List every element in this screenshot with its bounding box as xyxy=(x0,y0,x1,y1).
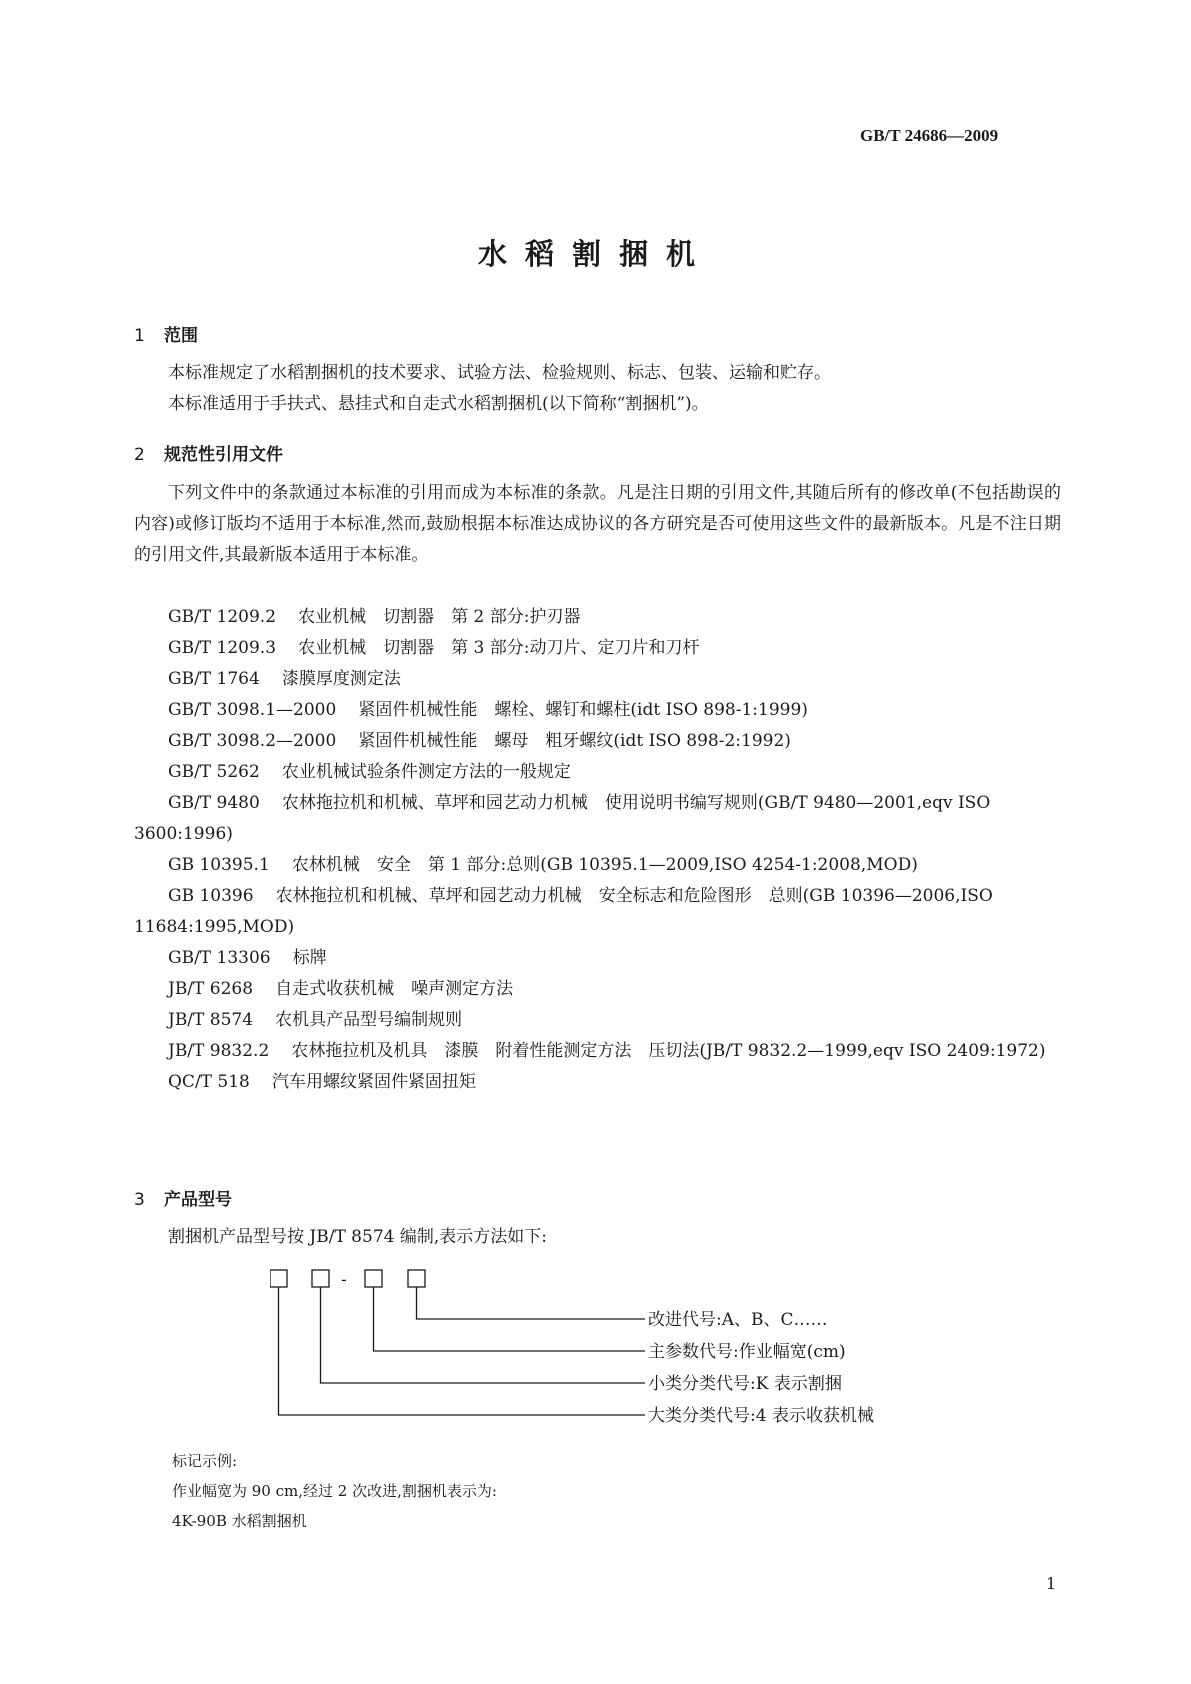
reference-item xyxy=(134,881,1061,943)
section-title: 规范性引用文件 xyxy=(164,445,283,465)
reference-item xyxy=(134,757,1061,788)
reference-code: GB 10395.1 xyxy=(168,855,270,875)
reference-title: 汽车用螺纹紧固件紧固扭矩 xyxy=(271,1072,476,1092)
scope-paragraph-1: 本标准规定了水稻割捆机的技术要求、试验方法、检验规则、标志、包装、运输和贮存。 xyxy=(168,363,831,383)
label-improvement-code: 改进代号:A、B、C…… xyxy=(648,1310,828,1330)
reference-title: 农林机械 安全 第 1 部分:总则(GB 10395.1—2009,ISO 4254-1:2008,MOD) xyxy=(291,855,918,875)
reference-title: 农林拖拉机和机械、草坪和园艺动力机械 安全标志和危险图形 总则(GB 10396—2006,ISO 11684:1995,MOD) xyxy=(134,886,993,937)
model-separator: - xyxy=(341,1270,347,1290)
reference-code: JB/T 6268 xyxy=(168,979,254,999)
section-title: 产品型号 xyxy=(164,1190,232,1210)
reference-title: 农林拖拉机及机具 漆膜 附着性能测定方法 压切法(JB/T 9832.2—1999,eqv ISO 2409:1972) xyxy=(291,1041,1046,1061)
reference-code: GB/T 1209.3 xyxy=(168,638,277,658)
reference-item xyxy=(134,726,1061,757)
reference-code: GB/T 3098.1—2000 xyxy=(168,700,337,720)
reference-code: QC/T 518 xyxy=(168,1072,250,1092)
reference-item xyxy=(134,633,1061,664)
reference-item xyxy=(134,1005,1061,1036)
reference-item xyxy=(134,788,1061,850)
reference-title: 农业机械 切割器 第 2 部分:护刃器 xyxy=(298,607,581,627)
reference-item xyxy=(134,850,1061,881)
section-heading-3 xyxy=(134,1185,232,1210)
section-title: 范围 xyxy=(164,326,198,346)
box-major-class xyxy=(270,1270,287,1287)
reference-code: GB/T 1209.2 xyxy=(168,607,277,627)
normative-intro: 下列文件中的条款通过本标准的引用而成为本标准的条款。凡是注日期的引用文件,其随后所有的修改单(不包括勘误的内容)或修订版均不适用于本标准,然而,鼓励根据本标准达成协议的各方研究是否可使用这些文件的最新版本。凡是不注日期的引用文件,其最新版本适用于本标准。 xyxy=(134,483,1061,565)
section-number: 3 xyxy=(134,1190,145,1210)
label-major-class-code: 大类分类代号:4 表示收获机械 xyxy=(648,1406,874,1426)
box-minor-class xyxy=(312,1270,329,1287)
box-improvement xyxy=(408,1270,425,1287)
model-designation-diagram xyxy=(270,1268,940,1438)
reference-item xyxy=(134,602,1061,633)
reference-item xyxy=(134,664,1061,695)
reference-title: 自走式收获机械 噪声测定方法 xyxy=(275,979,514,999)
reference-list xyxy=(134,602,1061,1098)
label-minor-class-code: 小类分类代号:K 表示割捆 xyxy=(648,1374,842,1394)
document-title: 水稻割捆机 xyxy=(477,237,713,271)
leader-line-improvement xyxy=(417,1287,646,1319)
reference-title: 农业机械试验条件测定方法的一般规定 xyxy=(281,762,571,782)
reference-title: 农机具产品型号编制规则 xyxy=(275,1010,463,1030)
reference-code: GB/T 9480 xyxy=(168,793,260,813)
reference-title: 标牌 xyxy=(292,948,327,968)
reference-title: 农林拖拉机和机械、草坪和园艺动力机械 使用说明书编写规则(GB/T 9480—2001,eqv ISO 3600:1996) xyxy=(134,793,991,844)
reference-code: GB/T 5262 xyxy=(168,762,260,782)
example-label: 标记示例: xyxy=(172,1452,238,1470)
model-intro: 割捆机产品型号按 JB/T 8574 编制,表示方法如下: xyxy=(168,1227,547,1247)
reference-code: GB/T 13306 xyxy=(168,948,271,968)
page-number: 1 xyxy=(1046,1574,1057,1593)
reference-code: JB/T 9832.2 xyxy=(168,1041,270,1061)
example-description: 作业幅宽为 90 cm,经过 2 次改进,割捆机表示为: xyxy=(172,1482,497,1500)
reference-code: JB/T 8574 xyxy=(168,1010,254,1030)
section-number: 2 xyxy=(134,445,145,465)
reference-item xyxy=(134,1036,1061,1067)
box-main-param xyxy=(365,1270,382,1287)
label-main-param-code: 主参数代号:作业幅宽(cm) xyxy=(648,1342,846,1362)
reference-code: GB 10396 xyxy=(168,886,254,906)
reference-title: 农业机械 切割器 第 3 部分:动刀片、定刀片和刀杆 xyxy=(298,638,700,658)
reference-item xyxy=(134,1067,1061,1098)
reference-item xyxy=(134,974,1061,1005)
standard-number: GB/T 24686—2009 xyxy=(860,126,999,145)
reference-title: 紧固件机械性能 螺母 粗牙螺纹(idt ISO 898-2:1992) xyxy=(358,731,791,751)
reference-title: 漆膜厚度测定法 xyxy=(281,669,401,689)
example-value: 4K-90B 水稻割捆机 xyxy=(172,1512,307,1530)
section-heading-1 xyxy=(134,321,198,346)
section-number: 1 xyxy=(134,326,145,346)
reference-item xyxy=(134,943,1061,974)
reference-item xyxy=(134,695,1061,726)
section-heading-2 xyxy=(134,440,283,465)
leader-line-minor-class xyxy=(321,1287,646,1383)
scope-paragraph-2: 本标准适用于手扶式、悬挂式和自走式水稻割捆机(以下简称“割捆机”)。 xyxy=(168,394,709,414)
reference-code: GB/T 3098.2—2000 xyxy=(168,731,337,751)
reference-code: GB/T 1764 xyxy=(168,669,260,689)
reference-title: 紧固件机械性能 螺栓、螺钉和螺柱(idt ISO 898-1:1999) xyxy=(358,700,808,720)
